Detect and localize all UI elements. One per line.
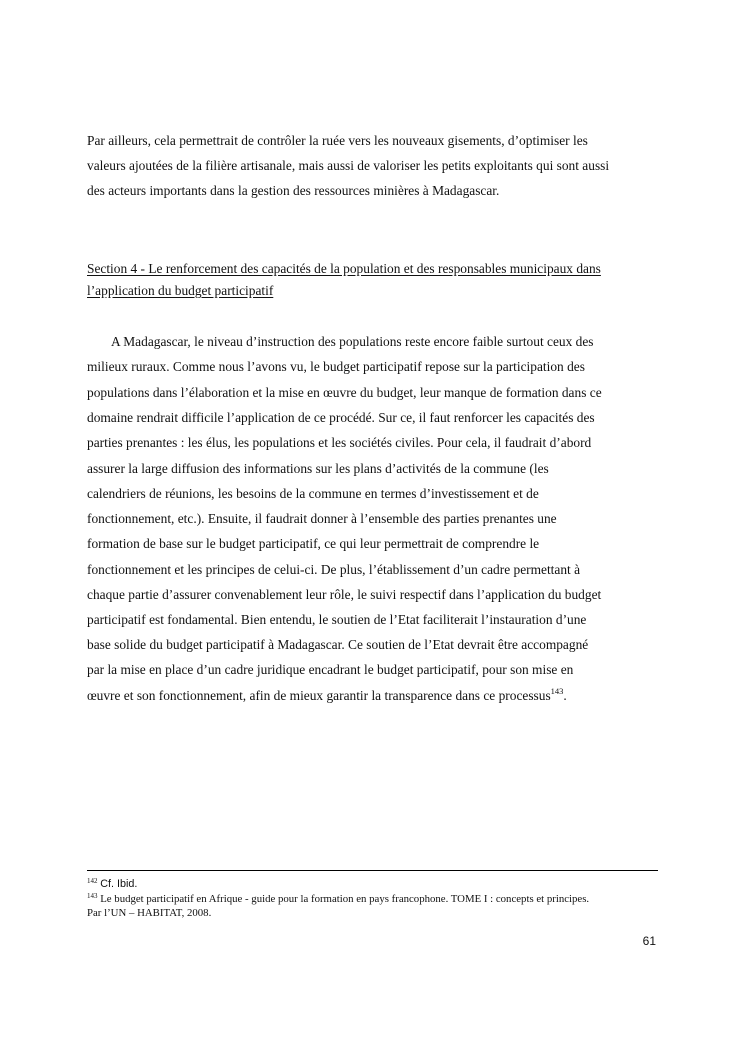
section-heading-line-1: Section 4 - Le renforcement des capacités de la population et des responsables municipaux dans xyxy=(87,261,601,276)
body-line-11: chaque partie d’assurer convenablement leur rôle, le suivi respectif dans l’application du budget xyxy=(87,587,602,602)
page-number: 61 xyxy=(642,934,656,948)
body-line-6: assurer la large diffusion des informations sur les plans d’activités de la commune (les xyxy=(87,461,549,476)
body-line-13: base solide du budget participatif à Madagascar. Ce soutien de l’Etat devrait être accompagné xyxy=(87,637,589,652)
footnote-ref-143[interactable]: 143 xyxy=(550,686,564,696)
body-line-5: parties prenantes : les élus, les populations et les sociétés civiles. Pour cela, il faudrait d’abord xyxy=(87,435,592,450)
body-line-14: par la mise en place d’un cadre juridique encadrant le budget participatif, pour son mise en xyxy=(87,662,574,677)
footnote-142-text: Cf. Ibid. xyxy=(100,878,138,890)
footnote-143-text: Le budget participatif en Afrique - guide pour la formation en pays francophone. TOME I : concepts et principes. xyxy=(100,893,590,905)
footnote-142 xyxy=(87,878,137,891)
footnote-143-continuation: Par l’UN – HABITAT, 2008. xyxy=(87,907,212,919)
footnote-number-142: 142 xyxy=(87,877,98,885)
intro-line-3: des acteurs importants dans la gestion des ressources minières à Madagascar. xyxy=(87,183,500,198)
body-line-2: milieux ruraux. Comme nous l’avons vu, le budget participatif repose sur la participation des xyxy=(87,359,585,374)
intro-line-2: valeurs ajoutées de la filière artisanale, mais aussi de valoriser les petits exploitants qui sont aussi xyxy=(87,158,610,173)
body-line-4: domaine rendrait difficile l’application de ce procédé. Sur ce, il faut renforcer les capacités des xyxy=(87,410,595,425)
body-line-9: formation de base sur le budget participatif, ce qui leur permettrait de comprendre le xyxy=(87,536,540,551)
body-line-15 xyxy=(87,688,567,704)
body-line-1: A Madagascar, le niveau d’instruction des populations reste encore faible surtout ceux des xyxy=(111,334,594,349)
body-line-15-text: œuvre et son fonctionnement, afin de mieux garantir la transparence dans ce processus xyxy=(87,688,551,703)
body-line-7: calendriers de réunions, les besoins de la commune en termes d’investissement et de xyxy=(87,486,539,501)
body-line-3: populations dans l’élaboration et la mise en œuvre du budget, leur manque de formation dans ce xyxy=(87,385,602,400)
footnote-number-143: 143 xyxy=(87,892,98,900)
body-line-8: fonctionnement, etc.). Ensuite, il faudrait donner à l’ensemble des parties prenantes une xyxy=(87,511,557,526)
body-line-12: participatif est fondamental. Bien entendu, le soutien de l’Etat faciliterait l’instauration d’une xyxy=(87,612,587,627)
footnote-143 xyxy=(87,893,589,906)
section-heading-line-2: l’application du budget participatif xyxy=(87,283,274,298)
body-line-15-end: . xyxy=(563,688,567,703)
footnote-separator xyxy=(87,870,658,871)
intro-line-1: Par ailleurs, cela permettrait de contrôler la ruée vers les nouveaux gisements, d’optimiser les xyxy=(87,133,588,148)
body-line-10: fonctionnement et les principes de celui-ci. De plus, l’établissement d’un cadre permettant à xyxy=(87,562,581,577)
